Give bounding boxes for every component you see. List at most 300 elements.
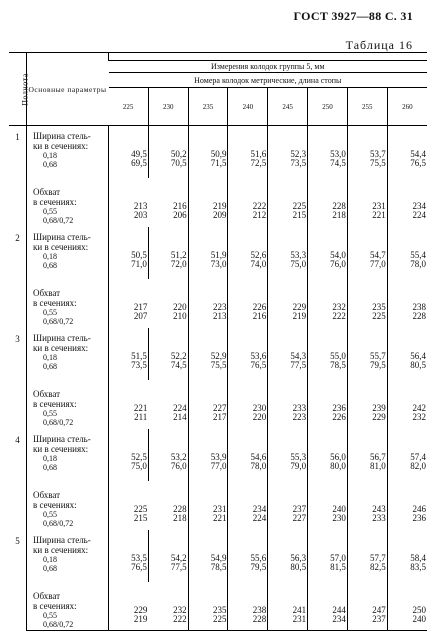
value-cell — [109, 530, 149, 582]
value: 54,4 — [410, 149, 426, 159]
value: 237 — [292, 503, 307, 514]
value: 225 — [212, 613, 227, 624]
value-cell — [228, 429, 268, 481]
value-cell — [347, 582, 387, 631]
value-cell — [347, 429, 387, 481]
section-label: 0,18 — [43, 554, 57, 564]
value-cell — [148, 279, 188, 328]
value-cell — [228, 178, 268, 227]
parameter-cell — [27, 429, 109, 481]
value-cell — [148, 380, 188, 429]
parameter-cell — [27, 279, 109, 328]
value: 57,7 — [369, 552, 386, 563]
parameter-title: в сечениях: — [33, 297, 77, 308]
value: 218 — [173, 512, 187, 523]
value: 218 — [332, 209, 346, 220]
header-sizes-strip — [109, 53, 428, 61]
value: 52,6 — [250, 249, 267, 260]
value: 219 — [133, 613, 148, 624]
value: 235 — [212, 604, 227, 615]
header-measurements: Измерения колодок группы 5, мм — [109, 61, 428, 73]
value: 52,5 — [131, 451, 147, 462]
value: 213 — [212, 310, 227, 321]
header-polnota: Полнота — [9, 53, 27, 126]
value: 56,4 — [410, 350, 426, 361]
value: 78,0 — [410, 258, 426, 269]
value-cell — [308, 429, 348, 481]
section-label: 0,55 — [43, 610, 57, 620]
size-header: 250 — [308, 88, 348, 126]
dimensions-table — [9, 52, 427, 631]
parameter-title: ки в сечениях: — [33, 342, 89, 353]
value-cell — [148, 582, 188, 631]
value: 54,3 — [290, 350, 307, 361]
value-cell — [228, 380, 268, 429]
value: 54,9 — [210, 552, 227, 563]
value: 78,5 — [210, 561, 227, 572]
value-cell — [109, 328, 149, 380]
value: 221 — [212, 512, 227, 523]
table-row — [9, 530, 427, 582]
value: 229 — [133, 604, 148, 615]
value: 72,5 — [250, 158, 267, 168]
size-header: 260 — [387, 88, 427, 126]
section-label: 0,68/0,72 — [43, 619, 74, 629]
value-cell — [188, 429, 228, 481]
value-cell — [387, 582, 427, 631]
value-cell — [387, 126, 427, 178]
value: 80,0 — [330, 460, 346, 471]
value: 55,3 — [290, 451, 307, 462]
value: 241 — [292, 604, 307, 615]
value: 50,2 — [170, 149, 187, 159]
value-cell — [188, 582, 228, 631]
value: 79,0 — [290, 460, 307, 471]
value-cell — [148, 126, 188, 178]
value: 54,6 — [250, 451, 267, 462]
value: 213 — [133, 200, 148, 211]
value: 227 — [292, 512, 307, 523]
value-cell — [109, 126, 149, 178]
value-cell — [308, 328, 348, 380]
value: 52,9 — [210, 350, 227, 361]
section-label: 0,68/0,72 — [43, 417, 74, 427]
value: 239 — [372, 402, 386, 413]
value-cell — [308, 227, 348, 279]
value: 231 — [372, 200, 386, 211]
table-row — [9, 380, 427, 429]
value: 75,5 — [369, 158, 386, 168]
value: 222 — [332, 310, 346, 321]
value: 209 — [212, 209, 227, 220]
value: 56,3 — [290, 552, 307, 563]
value: 223 — [292, 411, 307, 422]
header-numbers: Номера колодок метрические, длина стопы — [109, 73, 428, 88]
parameter-title: Ширина стель- — [33, 131, 91, 141]
value-cell — [268, 582, 308, 631]
value: 73,5 — [290, 158, 307, 168]
value-cell — [228, 328, 268, 380]
value-cell — [268, 279, 308, 328]
value-cell — [387, 279, 427, 328]
value-cell — [268, 178, 308, 227]
value: 58,4 — [410, 552, 426, 563]
value: 75,5 — [210, 359, 227, 370]
value: 56,7 — [369, 451, 386, 462]
value: 225 — [133, 503, 148, 514]
value: 232 — [173, 604, 187, 615]
parameter-cell — [27, 126, 109, 178]
page-header: ГОСТ 3927—88 С. 31 — [293, 9, 413, 23]
value: 55,4 — [410, 249, 426, 260]
parameter-cell — [27, 530, 109, 582]
section-label: 0,68 — [43, 361, 57, 371]
value-cell — [109, 279, 149, 328]
value-cell — [347, 481, 387, 530]
value: 79,5 — [250, 561, 267, 572]
value-cell — [308, 380, 348, 429]
value-cell — [228, 279, 268, 328]
parameter-title: Обхват — [33, 489, 61, 500]
size-header: 230 — [148, 88, 188, 126]
value: 228 — [252, 613, 267, 624]
value: 236 — [412, 512, 426, 523]
value: 224 — [252, 512, 267, 523]
value: 206 — [173, 209, 187, 220]
value: 219 — [212, 200, 227, 211]
table-caption: Таблица 16 — [345, 38, 413, 52]
value: 76,0 — [170, 460, 187, 471]
value-cell — [387, 380, 427, 429]
value: 71,5 — [210, 158, 227, 168]
value: 57,4 — [410, 451, 426, 462]
section-label: 0,68 — [43, 563, 57, 573]
value-cell — [188, 178, 228, 227]
value: 70,5 — [170, 158, 187, 168]
value-cell — [188, 279, 228, 328]
value: 240 — [332, 503, 346, 514]
value: 76,0 — [330, 258, 346, 269]
value: 82,5 — [369, 561, 386, 572]
parameter-title: в сечениях: — [33, 196, 77, 207]
value: 75,0 — [290, 258, 307, 269]
value: 80,5 — [290, 561, 307, 572]
polnota-number: 1 — [15, 132, 20, 142]
value: 72,0 — [170, 258, 187, 269]
table-row — [9, 481, 427, 530]
value: 50,9 — [210, 149, 227, 159]
value: 51,2 — [170, 249, 187, 260]
value-cell — [347, 279, 387, 328]
value: 216 — [173, 200, 187, 211]
value-cell — [268, 481, 308, 530]
value: 222 — [252, 200, 267, 211]
section-label: 0,55 — [43, 408, 57, 418]
value: 247 — [372, 604, 386, 615]
parameter-title: ки в сечениях: — [33, 241, 89, 252]
value-cell — [148, 429, 188, 481]
value-cell — [148, 178, 188, 227]
value: 74,5 — [330, 158, 346, 168]
table-row — [9, 328, 427, 380]
value-cell — [268, 227, 308, 279]
table-body — [9, 126, 427, 631]
value-cell — [109, 380, 149, 429]
parameter-cell — [27, 178, 109, 227]
value-cell — [268, 530, 308, 582]
value: 74,5 — [170, 359, 187, 370]
table-row — [9, 227, 427, 279]
value: 53,9 — [210, 451, 227, 462]
section-label: 0,18 — [43, 352, 57, 362]
value-cell — [347, 328, 387, 380]
value: 246 — [412, 503, 426, 514]
value: 53,5 — [131, 552, 147, 563]
value-cell — [268, 126, 308, 178]
value: 51,5 — [131, 350, 147, 361]
parameter-title: в сечениях: — [33, 398, 77, 409]
value: 243 — [372, 503, 386, 514]
parameter-title: Обхват — [33, 287, 61, 298]
value: 78,5 — [330, 359, 346, 370]
value: 230 — [252, 402, 267, 413]
value-cell — [109, 481, 149, 530]
value: 54,2 — [170, 552, 187, 563]
value: 244 — [332, 604, 346, 615]
parameter-title: в сечениях: — [33, 499, 77, 510]
value: 71,0 — [131, 258, 147, 269]
value: 80,5 — [410, 359, 426, 370]
value: 57,0 — [330, 552, 346, 563]
value-cell — [387, 481, 427, 530]
section-label: 0,68 — [43, 260, 57, 270]
value-cell — [308, 530, 348, 582]
table-row — [9, 279, 427, 328]
value: 219 — [292, 310, 307, 321]
header-parameters: Основные параметры — [27, 53, 109, 126]
value-cell — [188, 227, 228, 279]
value: 222 — [173, 613, 187, 624]
value: 250 — [412, 604, 426, 615]
size-header: 255 — [347, 88, 387, 126]
value-cell — [188, 530, 228, 582]
size-header: 240 — [228, 88, 268, 126]
value: 77,0 — [369, 258, 386, 269]
value: 210 — [173, 310, 187, 321]
parameter-title: Обхват — [33, 388, 61, 399]
value: 232 — [412, 411, 426, 422]
parameter-cell — [27, 582, 109, 631]
value: 207 — [133, 310, 148, 321]
value: 240 — [412, 613, 426, 624]
parameter-title: Ширина стель- — [33, 433, 91, 444]
value: 49,5 — [131, 149, 147, 159]
value-cell — [387, 227, 427, 279]
value-cell — [148, 530, 188, 582]
value: 235 — [372, 301, 386, 312]
value: 214 — [173, 411, 187, 422]
table-row — [9, 126, 427, 178]
parameter-cell — [27, 380, 109, 429]
value: 238 — [412, 301, 426, 312]
value-cell — [387, 328, 427, 380]
size-header: 245 — [268, 88, 308, 126]
value: 221 — [133, 402, 148, 413]
section-label: 0,55 — [43, 206, 57, 216]
size-header: 235 — [188, 88, 228, 126]
value-cell — [347, 126, 387, 178]
value: 69,5 — [131, 158, 147, 168]
size-header: 225 — [109, 88, 149, 126]
value: 231 — [212, 503, 227, 514]
section-label: 0,68/0,72 — [43, 316, 74, 326]
polnota-number: 3 — [15, 333, 20, 344]
value-cell — [308, 178, 348, 227]
value-cell — [387, 530, 427, 582]
value: 75,0 — [131, 460, 147, 471]
value: 237 — [372, 613, 386, 624]
value: 221 — [372, 209, 386, 220]
value: 76,5 — [410, 158, 426, 168]
value: 225 — [372, 310, 386, 321]
value: 242 — [412, 402, 426, 413]
value: 220 — [173, 301, 187, 312]
value: 53,3 — [290, 249, 307, 260]
value: 230 — [332, 512, 346, 523]
value-cell — [347, 530, 387, 582]
value: 83,5 — [410, 561, 426, 572]
value: 234 — [332, 613, 346, 624]
value: 76,5 — [250, 359, 267, 370]
value: 224 — [412, 209, 426, 220]
value-cell — [109, 582, 149, 631]
value-cell — [188, 380, 228, 429]
value: 82,0 — [410, 460, 426, 471]
value: 229 — [372, 411, 386, 422]
polnota-number: 2 — [15, 232, 20, 243]
value: 233 — [372, 512, 386, 523]
value-cell — [188, 328, 228, 380]
parameter-title: в сечениях: — [33, 600, 77, 611]
value: 231 — [292, 613, 307, 624]
value: 52,3 — [290, 149, 307, 159]
value-cell — [148, 328, 188, 380]
value: 81,5 — [330, 561, 346, 572]
section-label: 0,68/0,72 — [43, 215, 74, 225]
parameter-cell — [27, 328, 109, 380]
value: 233 — [292, 402, 307, 413]
value: 223 — [212, 301, 227, 312]
value-cell — [109, 227, 149, 279]
value-cell — [228, 126, 268, 178]
value: 56,0 — [330, 451, 346, 462]
value-cell — [228, 530, 268, 582]
parameter-title: Ширина стель- — [33, 332, 91, 343]
value: 228 — [412, 310, 426, 321]
parameter-title: ки в сечениях: — [33, 544, 89, 555]
value-cell — [347, 178, 387, 227]
parameter-title: Обхват — [33, 590, 61, 601]
value: 55,0 — [330, 350, 346, 361]
value: 217 — [133, 301, 148, 312]
section-label: 0,55 — [43, 307, 57, 317]
value-cell — [148, 481, 188, 530]
value: 54,0 — [330, 249, 346, 260]
value-cell — [308, 126, 348, 178]
parameter-title: Обхват — [33, 186, 61, 197]
section-label: 0,18 — [43, 151, 57, 160]
value-cell — [308, 582, 348, 631]
value: 51,6 — [250, 149, 267, 159]
value: 53,2 — [170, 451, 187, 462]
value: 53,0 — [330, 149, 346, 159]
value-cell — [109, 429, 149, 481]
value: 51,9 — [210, 249, 227, 260]
value: 228 — [332, 200, 346, 211]
parameter-title: ки в сечениях: — [33, 443, 89, 454]
value-cell — [228, 481, 268, 530]
value: 53,6 — [250, 350, 267, 361]
value-cell — [387, 429, 427, 481]
value: 54,7 — [369, 249, 386, 260]
value: 212 — [252, 209, 267, 220]
value-cell — [308, 481, 348, 530]
value: 234 — [252, 503, 267, 514]
value: 77,5 — [290, 359, 307, 370]
section-label: 0,68 — [43, 160, 57, 169]
value-cell — [148, 227, 188, 279]
value: 52,2 — [170, 350, 187, 361]
value: 73,0 — [210, 258, 227, 269]
table-row — [9, 582, 427, 631]
section-label: 0,55 — [43, 509, 57, 519]
value: 226 — [332, 411, 346, 422]
value-cell — [387, 178, 427, 227]
value-cell — [268, 328, 308, 380]
value: 203 — [133, 209, 148, 220]
parameter-title: Ширина стель- — [33, 534, 91, 545]
value: 50,5 — [131, 249, 147, 260]
value: 76,5 — [131, 561, 147, 572]
value: 232 — [332, 301, 346, 312]
section-label: 0,68 — [43, 462, 57, 472]
value-cell — [308, 279, 348, 328]
parameter-title: Ширина стель- — [33, 231, 91, 242]
value: 216 — [252, 310, 267, 321]
value: 211 — [134, 411, 148, 422]
parameter-title: ки в сечениях: — [33, 141, 89, 151]
value: 238 — [252, 604, 267, 615]
value: 215 — [133, 512, 148, 523]
value: 74,0 — [250, 258, 267, 269]
table-row — [9, 178, 427, 227]
table-row — [9, 429, 427, 481]
value: 55,6 — [250, 552, 267, 563]
value: 81,0 — [369, 460, 386, 471]
value-cell — [347, 227, 387, 279]
value-cell — [188, 126, 228, 178]
value-cell — [228, 582, 268, 631]
parameter-cell — [27, 481, 109, 530]
section-label: 0,68/0,72 — [43, 518, 74, 528]
value: 55,7 — [369, 350, 386, 361]
value: 224 — [173, 402, 187, 413]
value-cell — [228, 227, 268, 279]
polnota-number: 5 — [15, 535, 20, 546]
value: 215 — [292, 209, 307, 220]
value: 225 — [292, 200, 307, 211]
value-cell — [347, 380, 387, 429]
